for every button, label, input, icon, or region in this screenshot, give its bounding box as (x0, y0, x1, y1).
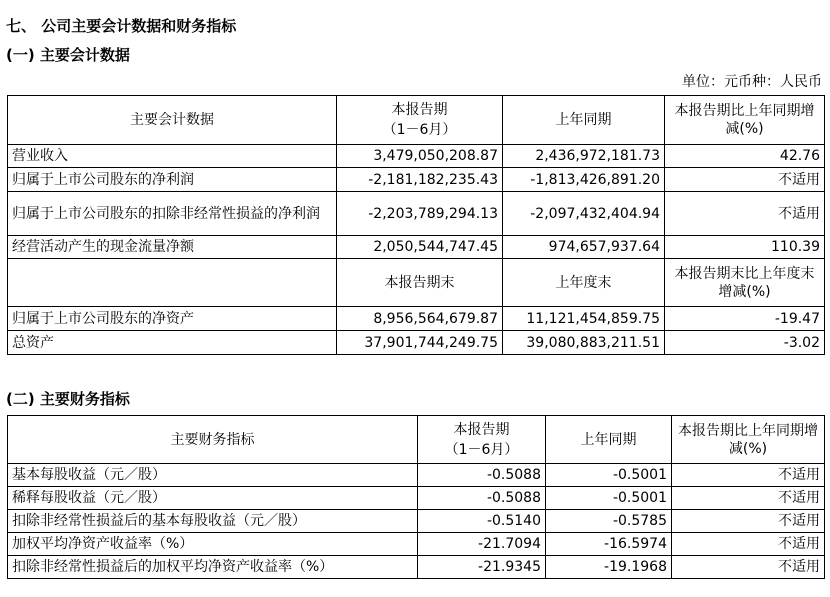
row-label: 稀释每股收益（元／股） (8, 487, 418, 510)
header-current-period-line1: 本报告期 (453, 421, 510, 438)
row-change-value: 110.39 (665, 236, 825, 259)
header-change-percent-year-end: 本报告期末比上年度末增减(%) (665, 259, 825, 307)
subheader-empty-cell (8, 259, 337, 307)
row-current-value: 37,901,744,249.75 (337, 331, 503, 355)
header-current-period (418, 416, 546, 464)
row-prior-value: -0.5001 (546, 487, 672, 510)
row-current-value: -0.5088 (418, 487, 546, 510)
row-current-value: 3,479,050,208.87 (337, 145, 503, 168)
table-row (8, 307, 825, 331)
accounting-data-table (7, 95, 825, 355)
row-prior-value: 974,657,937.64 (503, 236, 665, 259)
row-change-value: 42.76 (665, 145, 825, 168)
row-change-value: 不适用 (672, 487, 825, 510)
row-label: 归属于上市公司股东的净利润 (8, 168, 337, 192)
row-prior-value: -2,097,432,404.94 (503, 192, 665, 236)
row-current-value: -0.5088 (418, 464, 546, 487)
header-change-percent: 本报告期比上年同期增减(%) (672, 416, 825, 464)
table-row (8, 464, 825, 487)
subsection-title-financial-indicators: (二) 主要财务指标 (6, 390, 130, 408)
row-prior-value: -0.5001 (546, 464, 672, 487)
row-change-value: 不适用 (672, 533, 825, 556)
financial-indicators-table (7, 415, 825, 579)
row-label: 总资产 (8, 331, 337, 355)
header-prior-year-end: 上年度末 (503, 259, 665, 307)
table-row (8, 556, 825, 579)
row-change-value: 不适用 (672, 464, 825, 487)
row-change-value: -19.47 (665, 307, 825, 331)
header-accounting-data: 主要会计数据 (8, 96, 337, 145)
table-header-row (8, 96, 825, 145)
row-change-value: 不适用 (672, 556, 825, 579)
row-label: 归属于上市公司股东的净资产 (8, 307, 337, 331)
row-label: 加权平均净资产收益率（%） (8, 533, 418, 556)
table-row (8, 331, 825, 355)
table-header-row (8, 416, 825, 464)
header-change-percent: 本报告期比上年同期增减(%) (665, 96, 825, 145)
row-change-value: 不适用 (672, 510, 825, 533)
header-period-end: 本报告期末 (337, 259, 503, 307)
table-row (8, 145, 825, 168)
table-subheader-row (8, 259, 825, 307)
row-label: 基本每股收益（元／股） (8, 464, 418, 487)
row-prior-value: -16.5974 (546, 533, 672, 556)
table-row (8, 510, 825, 533)
subsection-title-accounting-data: (一) 主要会计数据 (6, 46, 130, 64)
row-current-value: 8,956,564,679.87 (337, 307, 503, 331)
row-change-value: 不适用 (665, 192, 825, 236)
table-row (8, 533, 825, 556)
header-current-period-line1: 本报告期 (391, 102, 448, 118)
table-row (8, 168, 825, 192)
header-current-period-line2: （1－6月） (382, 122, 457, 138)
row-current-value: 2,050,544,747.45 (337, 236, 503, 259)
row-label: 营业收入 (8, 145, 337, 168)
unit-currency-note: 单位：元币种：人民币 (682, 74, 822, 90)
table-row (8, 192, 825, 236)
row-current-value: -0.5140 (418, 510, 546, 533)
table-row (8, 236, 825, 259)
row-prior-value: 2,436,972,181.73 (503, 145, 665, 168)
row-current-value: -21.7094 (418, 533, 546, 556)
header-current-period (337, 96, 503, 145)
header-prior-period: 上年同期 (546, 416, 672, 464)
row-current-value: -2,181,182,235.43 (337, 168, 503, 192)
row-label: 归属于上市公司股东的扣除非经常性损益的净利润 (8, 192, 337, 236)
header-current-period-line2: （1－6月） (444, 441, 519, 458)
row-prior-value: 11,121,454,859.75 (503, 307, 665, 331)
row-prior-value: -1,813,426,891.20 (503, 168, 665, 192)
table-row (8, 487, 825, 510)
header-prior-period: 上年同期 (503, 96, 665, 145)
row-label: 经营活动产生的现金流量净额 (8, 236, 337, 259)
row-current-value: -21.9345 (418, 556, 546, 579)
row-prior-value: -0.5785 (546, 510, 672, 533)
row-label: 扣除非经常性损益后的基本每股收益（元／股） (8, 510, 418, 533)
section-title: 七、 公司主要会计数据和财务指标 (6, 17, 237, 35)
row-label: 扣除非经常性损益后的加权平均净资产收益率（%） (8, 556, 418, 579)
row-current-value: -2,203,789,294.13 (337, 192, 503, 236)
row-prior-value: -19.1968 (546, 556, 672, 579)
row-change-value: -3.02 (665, 331, 825, 355)
header-financial-indicators: 主要财务指标 (8, 416, 418, 464)
row-change-value: 不适用 (665, 168, 825, 192)
row-prior-value: 39,080,883,211.51 (503, 331, 665, 355)
